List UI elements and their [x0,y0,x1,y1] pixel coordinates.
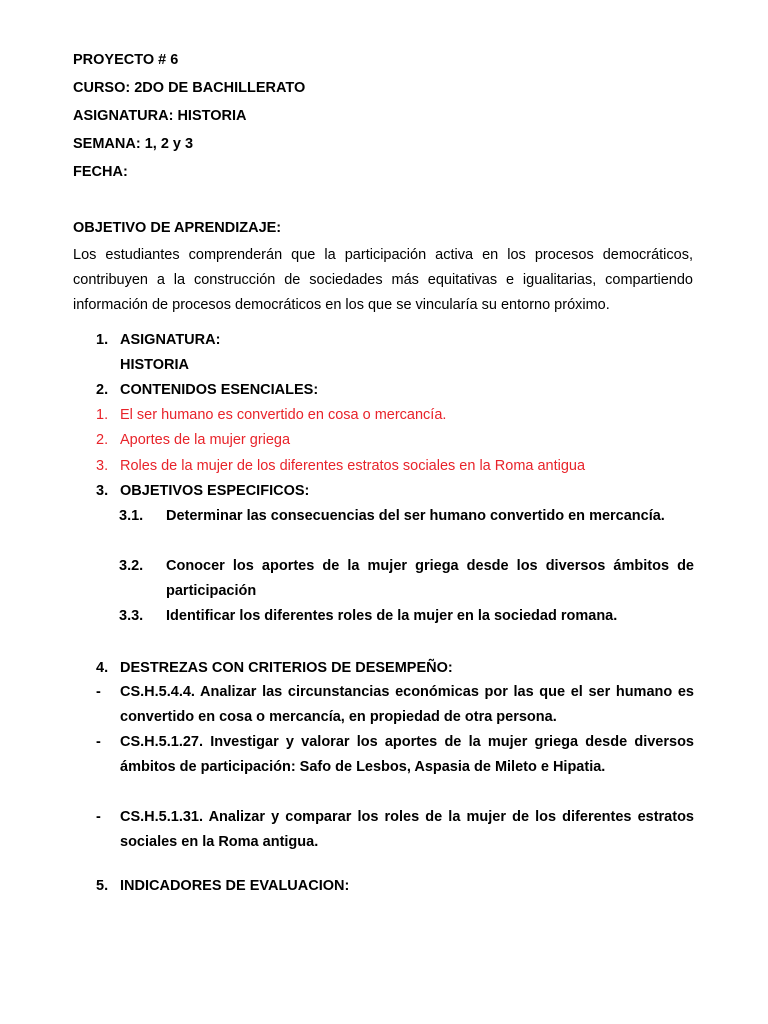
section-5-number: 5. [96,878,109,894]
section-1-title: ASIGNATURA: [120,332,221,348]
content-item-text: Aportes de la mujer griega [120,432,291,448]
objective-item-number: 3.1. [119,508,144,524]
skill-item-dash: - [96,684,101,700]
skill-item-text: CS.H.5.4.4. Analizar las circunstancias económicas por las que el ser humano es convertido en cosa o mercancía, en propiedad de otra persona. [120,684,694,725]
section-1-number: 1. [96,332,109,348]
skill-item-dash: - [96,734,101,750]
date-line: FECHA: [73,164,128,180]
section-1-value: HISTORIA [120,357,190,373]
subject-line: ASIGNATURA: HISTORIA [73,108,247,124]
section-3-title: OBJETIVOS ESPECIFICOS: [120,483,310,499]
section-2-number: 2. [96,382,109,398]
course-line: CURSO: 2DO DE BACHILLERATO [73,80,306,96]
content-item-number: 3. [96,458,109,474]
content-item-text: El ser humano es convertido en cosa o mercancía. [120,407,447,423]
section-4-number: 4. [96,660,109,676]
learning-objective-text: Los estudiantes comprenderán que la participación activa en los procesos democráticos, contribuyen a la construcción de sociedades más equitativas e igualitarias, compartiendo información de procesos democráticos en los que se vincularía su entorno próximo. [73,247,693,313]
objective-item-number: 3.2. [119,558,144,574]
project-number: PROYECTO # 6 [73,52,179,68]
content-item-text: Roles de la mujer de los diferentes estratos sociales en la Roma antigua [120,458,586,474]
section-5-title: INDICADORES DE EVALUACION: [120,878,350,894]
objective-item-text: Determinar las consecuencias del ser humano convertido en mercancía. [166,508,665,524]
section-2-title: CONTENIDOS ESENCIALES: [120,382,319,398]
learning-objective-title: OBJETIVO DE APRENDIZAJE: [73,220,282,236]
content-item-number: 2. [96,432,109,448]
skill-item-dash: - [96,809,101,825]
section-3-number: 3. [96,483,109,499]
objective-item-number: 3.3. [119,608,144,624]
content-item-number: 1. [96,407,109,423]
objective-item-text: Conocer los aportes de la mujer griega desde los diversos ámbitos de participación [166,558,694,599]
week-line: SEMANA: 1, 2 y 3 [73,136,194,152]
section-4-title: DESTREZAS CON CRITERIOS DE DESEMPEÑO: [120,660,453,676]
skill-item-text: CS.H.5.1.27. Investigar y valorar los aportes de la mujer griega desde diversos ámbitos de participación: Safo de Lesbos, Aspasia de Mileto e Hipatia. [120,734,694,775]
skill-item-text: CS.H.5.1.31. Analizar y comparar los roles de la mujer de los diferentes estratos sociales en la Roma antigua. [120,809,694,850]
objective-item-text: Identificar los diferentes roles de la mujer en la sociedad romana. [166,608,618,624]
